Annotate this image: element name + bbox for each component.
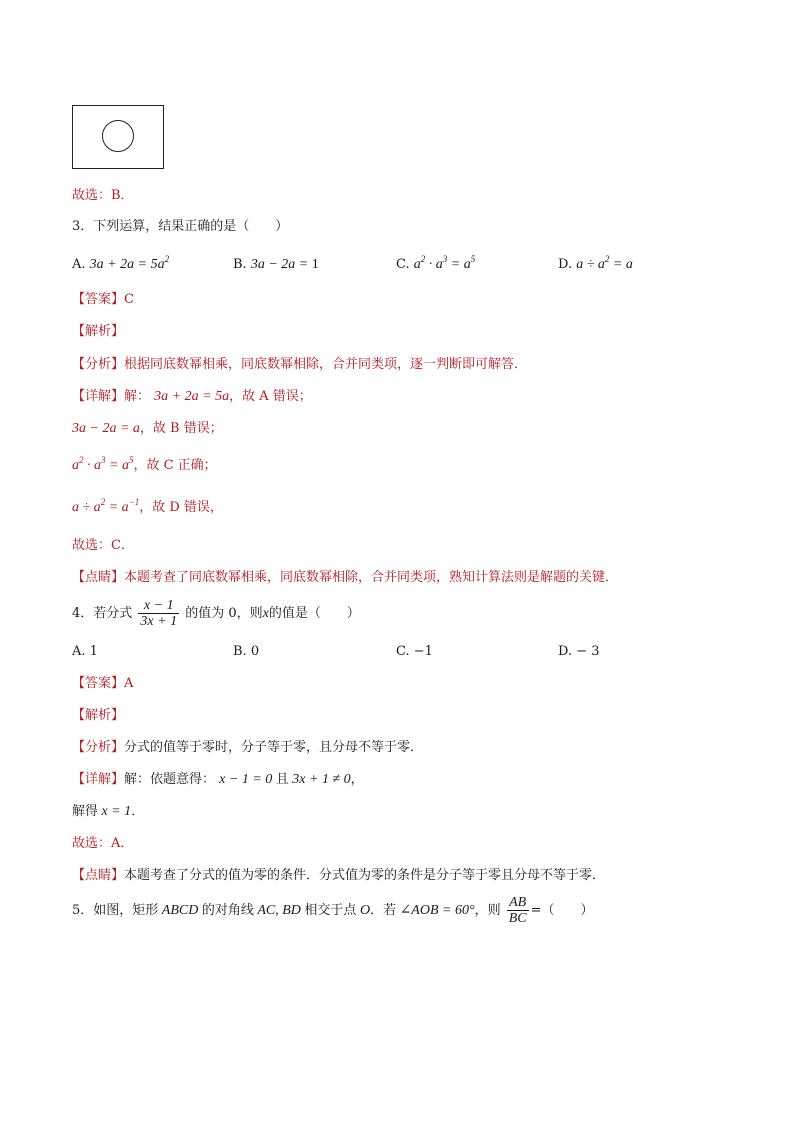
q4-fenxi: 【分析】分式的值等于零时，分子等于零，且分母不等于零． <box>72 740 424 755</box>
q3-step-4: $a \div a^2 = a^{-1}$，故 D 错误， <box>72 497 223 515</box>
q3-step-3: $a^2 \cdot a^3 = a^5$，故 C 正确； <box>72 455 217 473</box>
q3-option-d: D. $a \div a^2 = a$ <box>558 254 633 272</box>
q3-option-b: B. 3a − 2a = 1 <box>233 257 319 272</box>
q4-xiangjie: 【详解】解：依题意得： x − 1 = 0 且 3x + 1 ≠ 0， <box>72 772 364 787</box>
q3-conclusion: 故选：C． <box>72 538 134 553</box>
q4-answer: 【答案】A <box>72 676 134 691</box>
q4-option-c: C. −1 <box>396 644 433 659</box>
q4-option-a: A. 1 <box>72 644 98 659</box>
figure-circle <box>102 120 134 152</box>
q4-option-d: D. − 3 <box>558 644 600 659</box>
q4-dianjing: 【点睛】本题考查了分式的值为零的条件．分式值为零的条件是分子等于零且分母不等于零． <box>72 868 606 883</box>
q3-option-c: C. $a^2 \cdot a^3 = a^5$ <box>396 254 476 272</box>
q4-conclusion: 故选：A． <box>72 836 134 851</box>
q4-solve: 解得 x = 1． <box>72 804 145 819</box>
q3-answer: 【答案】C <box>72 292 134 307</box>
q2-conclusion: 故选：B． <box>72 188 134 203</box>
q4-fraction: $\frac{x - 1}{3x + 1}$ <box>140 598 178 629</box>
q5-stem: 5．如图，矩形 ABCD 的对角线 AC, BD 相交于点 O．若 ∠AOB = 60°，则 $\frac{AB}{BC}$ =（ ） <box>72 895 594 926</box>
q3-fenxi: 【分析】根据同底数幂相乘，同底数幂相除，合并同类项，逐一判断即可解答． <box>72 357 528 372</box>
q3-xiangjie: 【详解】解： 3a + 2a = 5a，故 A 错误； <box>72 389 312 404</box>
q3-step-2: 3a − 2a = a，故 B 错误； <box>72 421 223 436</box>
q5-fraction: $\frac{AB}{BC}$ <box>508 895 527 926</box>
q4-option-b: B. 0 <box>233 644 260 659</box>
q3-jiexi-tag: 【解析】 <box>72 324 125 339</box>
q4-jiexi-tag: 【解析】 <box>72 708 125 723</box>
figure-flag <box>72 105 164 169</box>
q3-option-a: A. $3a + 2a = 5a^2$ <box>72 254 170 272</box>
q3-dianjing: 【点睛】本题考查了同底数幂相乘，同底数幂相除，合并同类项，熟知计算法则是解题的关键． <box>72 570 619 585</box>
q3-stem: 3．下列运算，结果正确的是（ ） <box>72 219 289 234</box>
q4-stem: 4．若分式 $\frac{x - 1}{3x + 1}$ 的值为 0，则x的值是（ ） <box>72 598 360 629</box>
